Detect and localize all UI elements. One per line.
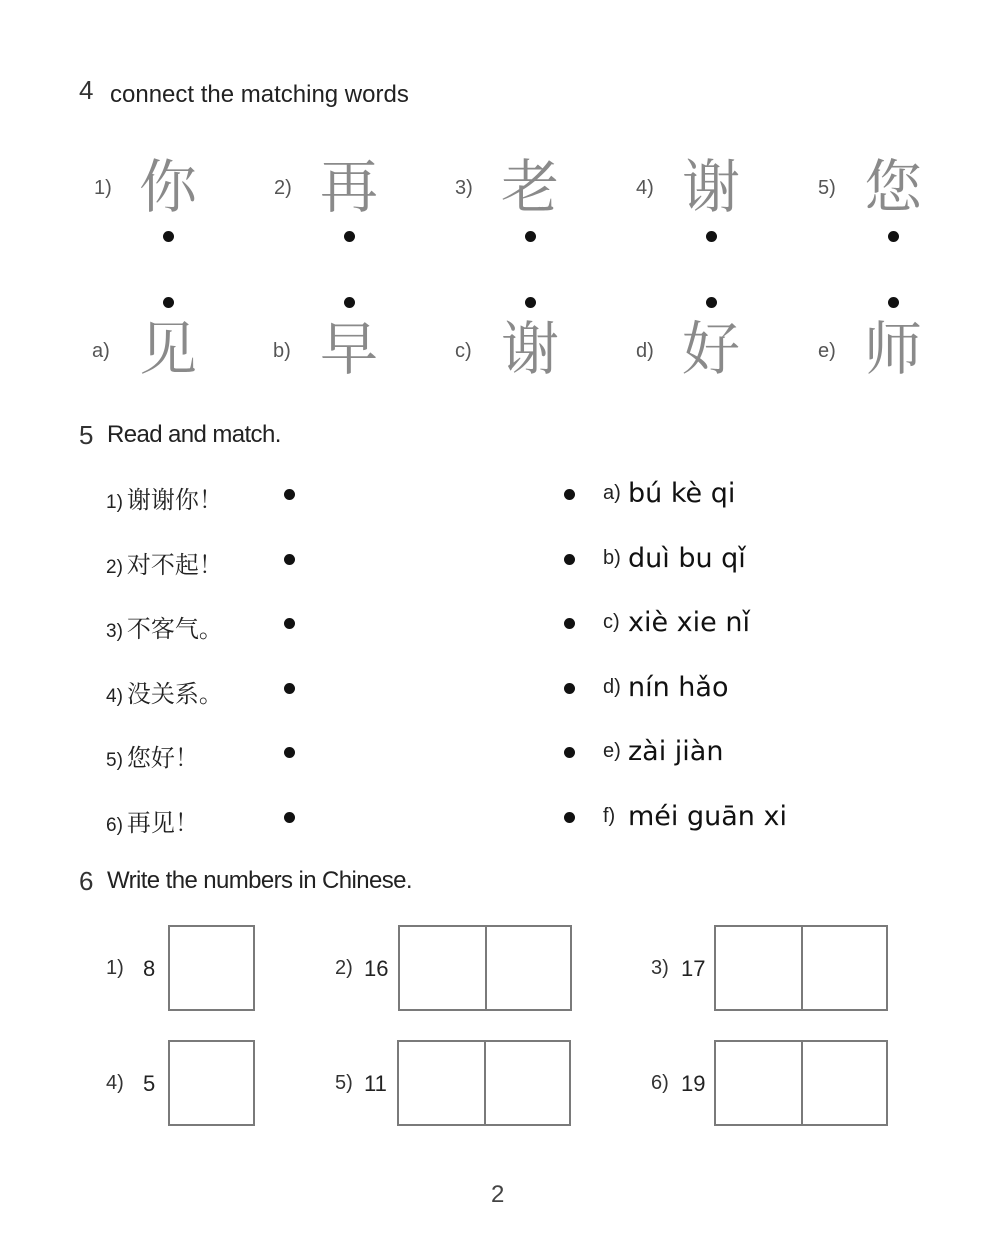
s5-left-dot[interactable] bbox=[284, 812, 295, 823]
s4-bottom-char: 师 bbox=[863, 315, 922, 383]
s4-top-dot[interactable] bbox=[888, 231, 899, 242]
s5-right-dot[interactable] bbox=[564, 812, 575, 823]
section-4-number: 4 bbox=[79, 75, 94, 105]
s5-pinyin: nín hǎo bbox=[628, 672, 729, 703]
answer-box[interactable] bbox=[168, 925, 255, 1011]
section-4-title: connect the matching words bbox=[110, 81, 409, 108]
s5-left-text: 对不起！ bbox=[126, 551, 223, 579]
s5-left-item bbox=[106, 609, 223, 644]
s4-bottom-label: b) bbox=[273, 340, 291, 362]
s5-left-label: 3) bbox=[106, 621, 123, 642]
s6-item-label: 5) bbox=[335, 1072, 353, 1094]
s4-bottom-dot[interactable] bbox=[344, 297, 355, 308]
s5-left-text: 没关系。 bbox=[126, 680, 223, 708]
s5-left-item bbox=[106, 674, 223, 709]
s4-bottom-char: 早 bbox=[319, 315, 378, 383]
s4-bottom-char: 谢 bbox=[500, 315, 559, 383]
s4-top-char: 老 bbox=[500, 153, 559, 221]
s4-top-char: 再 bbox=[319, 153, 378, 221]
s5-right-label: d) bbox=[603, 676, 621, 698]
s4-bottom-label: a) bbox=[92, 340, 110, 362]
s5-left-item bbox=[106, 545, 223, 580]
s5-pinyin: duì bu qǐ bbox=[628, 543, 746, 574]
s5-right-label: c) bbox=[603, 611, 620, 633]
s5-left-item bbox=[106, 738, 199, 773]
s4-bottom-label: d) bbox=[636, 340, 654, 362]
answer-box[interactable] bbox=[714, 925, 888, 1011]
s5-pinyin: zài jiàn bbox=[628, 736, 724, 767]
s4-top-dot[interactable] bbox=[706, 231, 717, 242]
s5-left-dot[interactable] bbox=[284, 683, 295, 694]
s6-item-label: 6) bbox=[651, 1072, 669, 1094]
s5-left-label: 2) bbox=[106, 557, 123, 578]
s5-left-label: 1) bbox=[106, 492, 123, 513]
s5-left-label: 6) bbox=[106, 815, 123, 836]
s6-item-number: 16 bbox=[364, 956, 389, 981]
s5-pinyin: xiè xie nǐ bbox=[628, 607, 750, 638]
s6-item-label: 2) bbox=[335, 957, 353, 979]
s4-bottom-label: c) bbox=[455, 340, 472, 362]
s4-top-char: 你 bbox=[138, 153, 197, 221]
s5-right-label: a) bbox=[603, 482, 621, 504]
s5-left-label: 4) bbox=[106, 686, 123, 707]
section-6-title: Write the numbers in Chinese. bbox=[107, 867, 412, 894]
s4-top-label: 2) bbox=[274, 177, 292, 199]
answer-box[interactable] bbox=[714, 1040, 888, 1126]
s6-item-label: 1) bbox=[106, 957, 124, 979]
s4-bottom-dot[interactable] bbox=[163, 297, 174, 308]
s4-top-char: 谢 bbox=[681, 153, 740, 221]
s5-left-text: 再见！ bbox=[126, 809, 199, 837]
answer-box[interactable] bbox=[168, 1040, 255, 1126]
s6-item-label: 4) bbox=[106, 1072, 124, 1094]
section-5-number: 5 bbox=[79, 420, 94, 450]
answer-box[interactable] bbox=[398, 925, 572, 1011]
s4-top-dot[interactable] bbox=[525, 231, 536, 242]
s4-bottom-char: 见 bbox=[138, 315, 197, 383]
s4-bottom-dot[interactable] bbox=[706, 297, 717, 308]
s5-right-dot[interactable] bbox=[564, 489, 575, 500]
s5-left-label: 5) bbox=[106, 750, 123, 771]
s5-left-text: 您好！ bbox=[126, 744, 199, 772]
s5-right-label: e) bbox=[603, 740, 621, 762]
s5-left-item bbox=[106, 480, 223, 515]
s5-right-dot[interactable] bbox=[564, 683, 575, 694]
s4-top-char: 您 bbox=[863, 153, 922, 221]
s5-left-dot[interactable] bbox=[284, 489, 295, 500]
s5-right-label: b) bbox=[603, 547, 621, 569]
s5-left-text: 谢谢你！ bbox=[126, 486, 223, 514]
s4-bottom-dot[interactable] bbox=[888, 297, 899, 308]
s5-left-item bbox=[106, 803, 199, 838]
s6-item-number: 5 bbox=[143, 1071, 156, 1096]
s6-item-number: 11 bbox=[364, 1071, 387, 1096]
page-number: 2 bbox=[491, 1181, 505, 1208]
s4-bottom-dot[interactable] bbox=[525, 297, 536, 308]
s5-right-label: f) bbox=[603, 805, 616, 827]
s4-top-dot[interactable] bbox=[163, 231, 174, 242]
s6-item-label: 3) bbox=[651, 957, 669, 979]
s5-right-dot[interactable] bbox=[564, 554, 575, 565]
section-5-title: Read and match. bbox=[107, 421, 281, 448]
s4-top-label: 5) bbox=[818, 177, 836, 199]
s4-top-label: 4) bbox=[636, 177, 654, 199]
s6-item-number: 19 bbox=[681, 1071, 706, 1096]
s5-right-dot[interactable] bbox=[564, 618, 575, 629]
s4-top-label: 3) bbox=[455, 177, 473, 199]
s4-top-dot[interactable] bbox=[344, 231, 355, 242]
s5-pinyin: méi guān xi bbox=[628, 801, 787, 832]
answer-box[interactable] bbox=[397, 1040, 571, 1126]
s5-left-text: 不客气。 bbox=[126, 615, 223, 643]
s5-left-dot[interactable] bbox=[284, 554, 295, 565]
s5-left-dot[interactable] bbox=[284, 747, 295, 758]
section-6-number: 6 bbox=[79, 866, 94, 896]
s5-pinyin: bú kè qi bbox=[628, 478, 736, 509]
s4-top-label: 1) bbox=[94, 177, 112, 199]
s6-item-number: 17 bbox=[681, 956, 706, 981]
s6-item-number: 8 bbox=[143, 956, 156, 981]
s5-right-dot[interactable] bbox=[564, 747, 575, 758]
s5-left-dot[interactable] bbox=[284, 618, 295, 629]
s4-bottom-char: 好 bbox=[681, 315, 740, 383]
s4-bottom-label: e) bbox=[818, 340, 836, 362]
